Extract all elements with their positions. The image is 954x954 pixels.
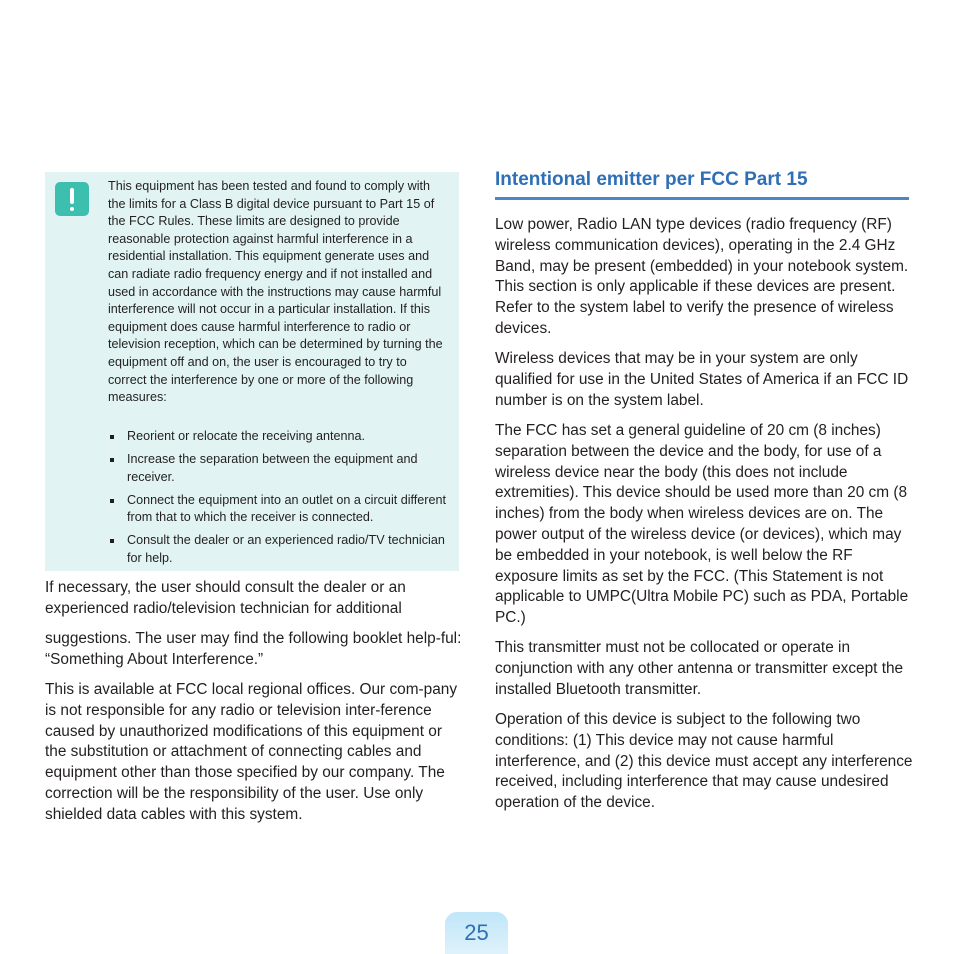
exclamation-icon [55,182,89,216]
left-paragraph-2: suggestions. The user may find the following booklet help-ful: “Something About Interference.” [45,630,462,668]
page-number: 25 [445,912,508,954]
right-paragraph-3: The FCC has set a general guideline of 20 cm (8 inches) separation between the device and the body, for use of a wireless device near the body (this does not include extremities). This device should be used more than 20 cm (8 inches) from the body when wireless devices are on. The power output of the wireless device (or devices), which may be embedded in your notebook, is well below the RF exposure limits as set by the FCC. (This Statement is not applicable to UMPC(Ultra Mobile PC) such as PDA, Portable PC.) [495,422,909,627]
right-paragraph-5: Operation of this device is subject to the following two conditions: (1) This device may not cause harmful interference, and (2) this device must accept any interference received, including interference that may cause undesired operation of the device. [495,711,913,812]
right-paragraph-1: Low power, Radio LAN type devices (radio frequency (RF) wireless communication devices), operating in the 2.4 GHz Band, may be present (embedded) in your notebook system. This section is only applicable if these devices are present. Refer to the system label to verify the presence of wireless devices. [495,216,909,337]
list-item: Reorient or relocate the receiving antenna. [108,428,453,446]
caution-note-box [45,172,459,571]
list-item: Consult the dealer or an experienced radio/TV technician for help. [108,532,453,567]
right-paragraph-4: This transmitter must not be collocated or operate in conjunction with any other antenna or transmitter except the installed Bluetooth transmitter. [495,639,904,698]
left-paragraph-1: If necessary, the user should consult the dealer or an experienced radio/television technician for additional [45,579,406,617]
section-heading: Intentional emitter per FCC Part 15 [495,168,909,200]
list-item: Connect the equipment into an outlet on a circuit different from that to which the receiver is connected. [108,492,453,527]
caution-note-text: This equipment has been tested and found to comply with the limits for a Class B digital device pursuant to Part 15 of the FCC Rules. These limits are designed to provide reasonable protection against harmful interference in a residential installation. This equipment generate uses and can radiate radio frequency energy and if not installed and used in accordance with the instructions may cause harmful interference will not occur in a particular installation. If this equipment does cause harmful interference to radio or television reception, which can be determined by turning the equipment off and on, the user is encouraged to try to correct the interference by one or more of the following measures: [108,179,443,405]
right-paragraph-2: Wireless devices that may be in your system are only qualified for use in the United States of America if an FCC ID number is on the system label. [495,350,909,409]
left-paragraph-3: This is available at FCC local regional offices. Our com-pany is not responsible for any radio or television inter-ference caused by unauthorized modifications of this equipment or the substitution or attachment of connecting cables and equipment other than those specified by our company. The correction will be the responsibility of the user. Use only shielded data cables with this system. [45,681,458,823]
caution-measures-list [108,428,453,573]
list-item: Increase the separation between the equipment and receiver. [108,451,453,486]
